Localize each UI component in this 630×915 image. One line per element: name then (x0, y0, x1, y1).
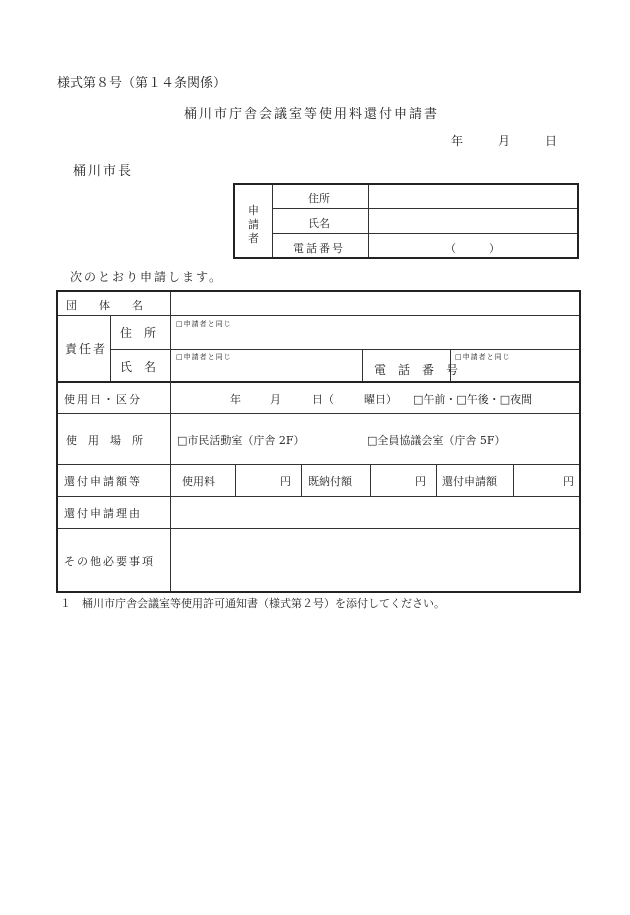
refund-reason-label: 還付申請理由 (64, 507, 142, 520)
date-month: 月 (498, 134, 511, 148)
group-name-label: 団 体 名 (66, 299, 143, 312)
use-date-label: 使用日・区分 (64, 393, 142, 406)
addressee: 桶川市長 (73, 164, 134, 179)
responsible-address-label: 住 所 (120, 326, 157, 340)
applicant-name-label: 氏名 (308, 217, 330, 230)
fee-label: 使用料 (182, 475, 215, 488)
attachment-note: １ 桶川市庁舎会議室等使用許可通知書（様式第２号）を添付してください。 (60, 597, 445, 610)
place-option-citizen-room[interactable]: □市民活動室（庁舎 2F） (177, 434, 305, 447)
place-label: 使 用 場 所 (66, 434, 143, 447)
responsible-phone-label: 電 話 番 号 (374, 363, 459, 377)
applicant-box (233, 183, 579, 259)
use-date-weekday: 曜日） (364, 393, 397, 406)
applicant-phone-field[interactable]: （ ） (445, 242, 500, 255)
intro-text: 次のとおり申請します。 (70, 270, 224, 284)
phone-same-checkbox[interactable]: □申請者と同じ (455, 353, 511, 361)
refund-amount-label: 還付申請額等 (64, 475, 142, 488)
name-same-checkbox[interactable]: □申請者と同じ (176, 353, 232, 361)
paid-label: 既納付額 (308, 475, 352, 488)
responsible-label: 責任者 (65, 342, 108, 356)
date-year: 年 (451, 134, 464, 148)
form-number: 様式第８号（第１４条関係） (57, 76, 227, 91)
address-same-checkbox[interactable]: □申請者と同じ (176, 320, 232, 328)
paid-yen: 円 (415, 475, 426, 488)
use-date-year: 年 (230, 393, 241, 406)
applicant-side-label-2: 請 (248, 218, 259, 231)
time-slot-options[interactable]: □午前・□午後・□夜間 (413, 393, 533, 406)
refund-label: 還付申請額 (442, 475, 497, 488)
use-date-day: 日（ (312, 393, 334, 406)
applicant-address-label: 住所 (308, 192, 330, 205)
applicant-side-label-1: 申 (248, 204, 259, 217)
form-title: 桶川市庁舎会議室等使用料還付申請書 (184, 107, 440, 122)
application-table (56, 290, 581, 593)
other-matters-label: その他必要事項 (64, 555, 155, 568)
responsible-name-label: 氏 名 (120, 360, 157, 374)
date-day: 日 (545, 134, 558, 148)
refund-yen: 円 (563, 475, 574, 488)
use-date-month: 月 (270, 393, 281, 406)
applicant-phone-label: 電話番号 (293, 242, 345, 255)
fee-yen: 円 (280, 475, 291, 488)
place-option-council-room[interactable]: □全員協議会室（庁舎 5F） (367, 434, 506, 447)
applicant-side-label-3: 者 (248, 232, 259, 245)
